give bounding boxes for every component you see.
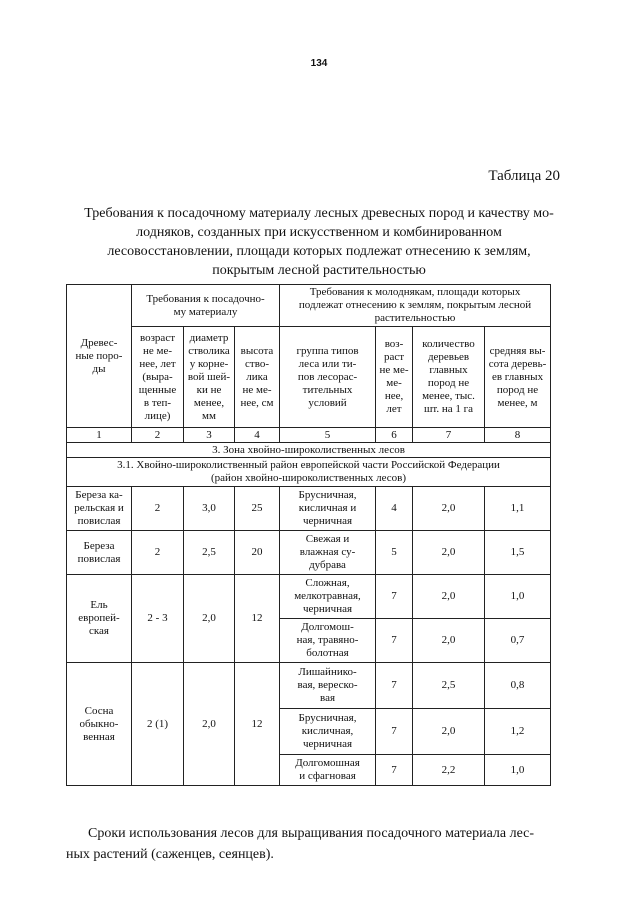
title-line: покрытым лесной растительностью bbox=[212, 263, 426, 278]
table-number: Таблица 20 bbox=[488, 168, 560, 184]
header-planting-material bbox=[132, 285, 280, 327]
species-name-line: венная bbox=[83, 730, 115, 743]
column-number: 5 bbox=[280, 428, 376, 443]
cell-forest-type-line: Лишайнико- bbox=[298, 666, 357, 678]
column-number: 6 bbox=[376, 428, 413, 443]
header-mean-height-line: средняя вы- bbox=[489, 344, 546, 357]
cell-tree-count: 2,0 bbox=[413, 709, 485, 755]
cell-forest-type bbox=[280, 663, 376, 709]
cell-forest-type-line: ная, травяно- bbox=[296, 634, 359, 646]
header-tree-count-line: деревьев bbox=[427, 351, 470, 363]
header-young-stands-line: подлежат отнесению к землям, покрытым лесной bbox=[298, 299, 532, 311]
header-mean-height-line: менее, м bbox=[497, 396, 538, 409]
header-mean-height-line: ев главных bbox=[491, 370, 544, 383]
species-name-line: европей- bbox=[78, 612, 120, 624]
header-planting-material-line: Требования к посадочно- bbox=[146, 292, 265, 305]
paragraph-line: Сроки использования лесов для выращивания посадочного материала лес- bbox=[88, 826, 535, 841]
species-name-line: ская bbox=[88, 625, 109, 637]
header-young-age-line: нее, bbox=[384, 390, 404, 402]
cell-forest-type bbox=[280, 487, 376, 531]
cell-diameter: 2,0 bbox=[184, 663, 235, 786]
species-row bbox=[67, 531, 551, 575]
cell-mean-height: 1,5 bbox=[485, 531, 551, 575]
species-name-line: Береза ка- bbox=[75, 489, 123, 501]
requirements-table bbox=[66, 284, 551, 786]
species-name-line: повислая bbox=[77, 515, 121, 527]
header-height-line: не ме- bbox=[242, 383, 272, 396]
region-row bbox=[67, 458, 551, 487]
cell-height: 12 bbox=[235, 663, 280, 786]
cell-mean-height: 1,0 bbox=[485, 755, 551, 786]
header-species-line: ды bbox=[92, 362, 106, 375]
header-young-stands bbox=[280, 285, 551, 327]
species-row bbox=[67, 663, 551, 709]
header-tree-count bbox=[413, 327, 485, 428]
cell-age: 2 (1) bbox=[132, 663, 184, 786]
region-title bbox=[67, 458, 551, 487]
header-forest-type-line: леса или ти- bbox=[298, 357, 357, 370]
cell-tree-count: 2,0 bbox=[413, 487, 485, 531]
page-number: 134 bbox=[310, 58, 328, 69]
cell-forest-type-line: Сложная, bbox=[305, 577, 350, 589]
species-name bbox=[67, 575, 132, 663]
cell-forest-type bbox=[280, 575, 376, 619]
cell-height: 20 bbox=[235, 531, 280, 575]
header-age-line: нее, лет bbox=[139, 357, 176, 370]
body-paragraph bbox=[66, 823, 572, 865]
cell-forest-type-line: черничная bbox=[302, 515, 353, 527]
table-title bbox=[66, 204, 572, 280]
cell-forest-type-line: кисличная, bbox=[301, 725, 354, 737]
header-young-age-line: воз- bbox=[384, 338, 404, 350]
header-diameter-line: у корне- bbox=[189, 357, 229, 370]
header-age-line: возраст bbox=[139, 331, 176, 344]
cell-tree-count: 2,5 bbox=[413, 663, 485, 709]
species-name-line: Береза bbox=[83, 539, 115, 552]
header-height-line: ство- bbox=[245, 357, 269, 370]
header-age-line: (выра- bbox=[142, 370, 173, 383]
cell-young-age: 5 bbox=[376, 531, 413, 575]
cell-young-age: 4 bbox=[376, 487, 413, 531]
cell-young-age: 7 bbox=[376, 663, 413, 709]
zone-row bbox=[67, 443, 551, 458]
cell-diameter: 2,5 bbox=[184, 531, 235, 575]
cell-age: 2 bbox=[132, 487, 184, 531]
cell-tree-count: 2,0 bbox=[413, 619, 485, 663]
cell-mean-height: 0,8 bbox=[485, 663, 551, 709]
header-age bbox=[132, 327, 184, 428]
column-number-row bbox=[67, 428, 551, 443]
paragraph-line: ных растений (саженцев, сеянцев). bbox=[66, 847, 274, 862]
species-name-line: рельская и bbox=[74, 502, 124, 514]
species-name bbox=[67, 663, 132, 786]
cell-mean-height: 0,7 bbox=[485, 619, 551, 663]
header-young-age-line: лет bbox=[386, 403, 402, 415]
header-tree-count-line: шт. на 1 га bbox=[423, 403, 474, 415]
header-young-stands-line: растительностью bbox=[374, 312, 456, 324]
region-title-line: (район хвойно-широколиственных лесов) bbox=[211, 472, 407, 484]
column-number: 2 bbox=[132, 428, 184, 443]
header-height-line: нее, см bbox=[240, 396, 274, 409]
title-line: лодняков, созданных при искусственном и комбинированном bbox=[136, 225, 502, 240]
cell-forest-type-line: кисличная и bbox=[298, 502, 357, 514]
header-young-age-line: ме- bbox=[386, 377, 402, 389]
cell-mean-height: 1,2 bbox=[485, 709, 551, 755]
cell-diameter: 3,0 bbox=[184, 487, 235, 531]
header-row bbox=[67, 285, 551, 327]
header-age-line: не ме- bbox=[142, 344, 173, 357]
header-forest-type-line: тительных bbox=[302, 383, 353, 396]
title-line: лесовосстановлении, площади которых подлежат отнесению к землям, bbox=[107, 244, 531, 259]
species-name-line: повислая bbox=[77, 552, 121, 565]
cell-forest-type-line: вая bbox=[320, 692, 336, 704]
header-tree-count-line: главных bbox=[429, 364, 468, 376]
region-title-line: 3.1. Хвойно-широколиственный район европейской части Российской Федерации bbox=[117, 459, 500, 471]
cell-mean-height: 1,1 bbox=[485, 487, 551, 531]
header-diameter-line: диаметр bbox=[189, 331, 229, 344]
column-number: 3 bbox=[184, 428, 235, 443]
cell-age: 2 bbox=[132, 531, 184, 575]
cell-forest-type-line: дубрава bbox=[309, 559, 346, 571]
species-name bbox=[67, 487, 132, 531]
cell-forest-type-line: Свежая и bbox=[305, 533, 350, 545]
column-number: 4 bbox=[235, 428, 280, 443]
species-row bbox=[67, 575, 551, 619]
cell-forest-type-line: черничная bbox=[302, 738, 353, 750]
header-forest-type bbox=[280, 327, 376, 428]
cell-forest-type bbox=[280, 755, 376, 786]
cell-mean-height: 1,0 bbox=[485, 575, 551, 619]
header-height-line: лика bbox=[246, 370, 268, 383]
header-young-age bbox=[376, 327, 413, 428]
cell-young-age: 7 bbox=[376, 755, 413, 786]
header-age-line: лице) bbox=[144, 409, 171, 422]
species-name bbox=[67, 531, 132, 575]
title-line: Требования к посадочному материалу лесных древесных пород и качеству мо- bbox=[84, 206, 554, 221]
header-diameter-line: ки не bbox=[196, 383, 222, 396]
header-height bbox=[235, 327, 280, 428]
header-species bbox=[67, 285, 132, 428]
header-mean-height-line: пород не bbox=[496, 383, 539, 396]
cell-forest-type-line: влажная су- bbox=[299, 546, 356, 558]
cell-tree-count: 2,0 bbox=[413, 531, 485, 575]
header-mean-height-line: сота деревь- bbox=[488, 357, 547, 370]
header-tree-count-line: количество bbox=[422, 338, 475, 350]
header-diameter-line: менее, bbox=[193, 396, 225, 409]
column-number: 1 bbox=[67, 428, 132, 443]
species-row bbox=[67, 487, 551, 531]
cell-tree-count: 2,0 bbox=[413, 575, 485, 619]
header-row bbox=[67, 327, 551, 428]
cell-young-age: 7 bbox=[376, 709, 413, 755]
cell-tree-count: 2,2 bbox=[413, 755, 485, 786]
header-species-line: Древес- bbox=[80, 336, 118, 349]
header-diameter-line: вой шей- bbox=[187, 370, 231, 383]
header-diameter-line: мм bbox=[202, 409, 216, 422]
header-young-age-line: не ме- bbox=[379, 364, 409, 376]
cell-forest-type-line: Брусничная, bbox=[298, 712, 357, 724]
header-mean-height bbox=[485, 327, 551, 428]
cell-forest-type-line: Долгомош- bbox=[301, 621, 354, 633]
cell-forest-type-line: болотная bbox=[306, 647, 349, 659]
species-name-line: обыкно- bbox=[79, 717, 119, 730]
species-name-line: Сосна bbox=[84, 704, 114, 717]
header-forest-type-line: условий bbox=[308, 396, 347, 409]
header-tree-count-line: пород не bbox=[427, 377, 470, 389]
cell-forest-type-line: и сфагновая bbox=[299, 770, 356, 782]
cell-forest-type bbox=[280, 531, 376, 575]
cell-forest-type-line: мелкотравная, bbox=[294, 590, 361, 602]
header-young-stands-line: Требования к молоднякам, площади которых bbox=[309, 286, 521, 298]
cell-forest-type-line: Долгомошная bbox=[295, 757, 360, 769]
header-forest-type-line: группа типов bbox=[296, 344, 359, 357]
header-age-line: в теп- bbox=[143, 396, 172, 409]
column-number: 7 bbox=[413, 428, 485, 443]
header-planting-material-line: му материалу bbox=[173, 305, 238, 318]
header-tree-count-line: менее, тыс. bbox=[422, 390, 475, 402]
zone-title: 3. Зона хвойно-широколиственных лесов bbox=[67, 443, 551, 458]
cell-forest-type bbox=[280, 709, 376, 755]
header-young-age-line: раст bbox=[383, 351, 405, 363]
cell-young-age: 7 bbox=[376, 575, 413, 619]
species-name-line: Ель bbox=[90, 599, 108, 611]
cell-height: 12 bbox=[235, 575, 280, 663]
cell-forest-type-line: вая, вереско- bbox=[297, 679, 358, 691]
cell-forest-type-line: черничная bbox=[302, 603, 353, 615]
cell-diameter: 2,0 bbox=[184, 575, 235, 663]
header-age-line: щенные bbox=[138, 383, 177, 396]
cell-height: 25 bbox=[235, 487, 280, 531]
header-species-line: ные поро- bbox=[75, 349, 123, 362]
cell-young-age: 7 bbox=[376, 619, 413, 663]
header-diameter-line: стволика bbox=[188, 344, 230, 357]
cell-forest-type-line: Брусничная, bbox=[298, 489, 357, 501]
column-number: 8 bbox=[485, 428, 551, 443]
header-diameter bbox=[184, 327, 235, 428]
cell-age: 2 - 3 bbox=[132, 575, 184, 663]
cell-forest-type bbox=[280, 619, 376, 663]
header-height-line: высота bbox=[240, 344, 274, 357]
header-forest-type-line: пов лесорас- bbox=[297, 370, 358, 383]
